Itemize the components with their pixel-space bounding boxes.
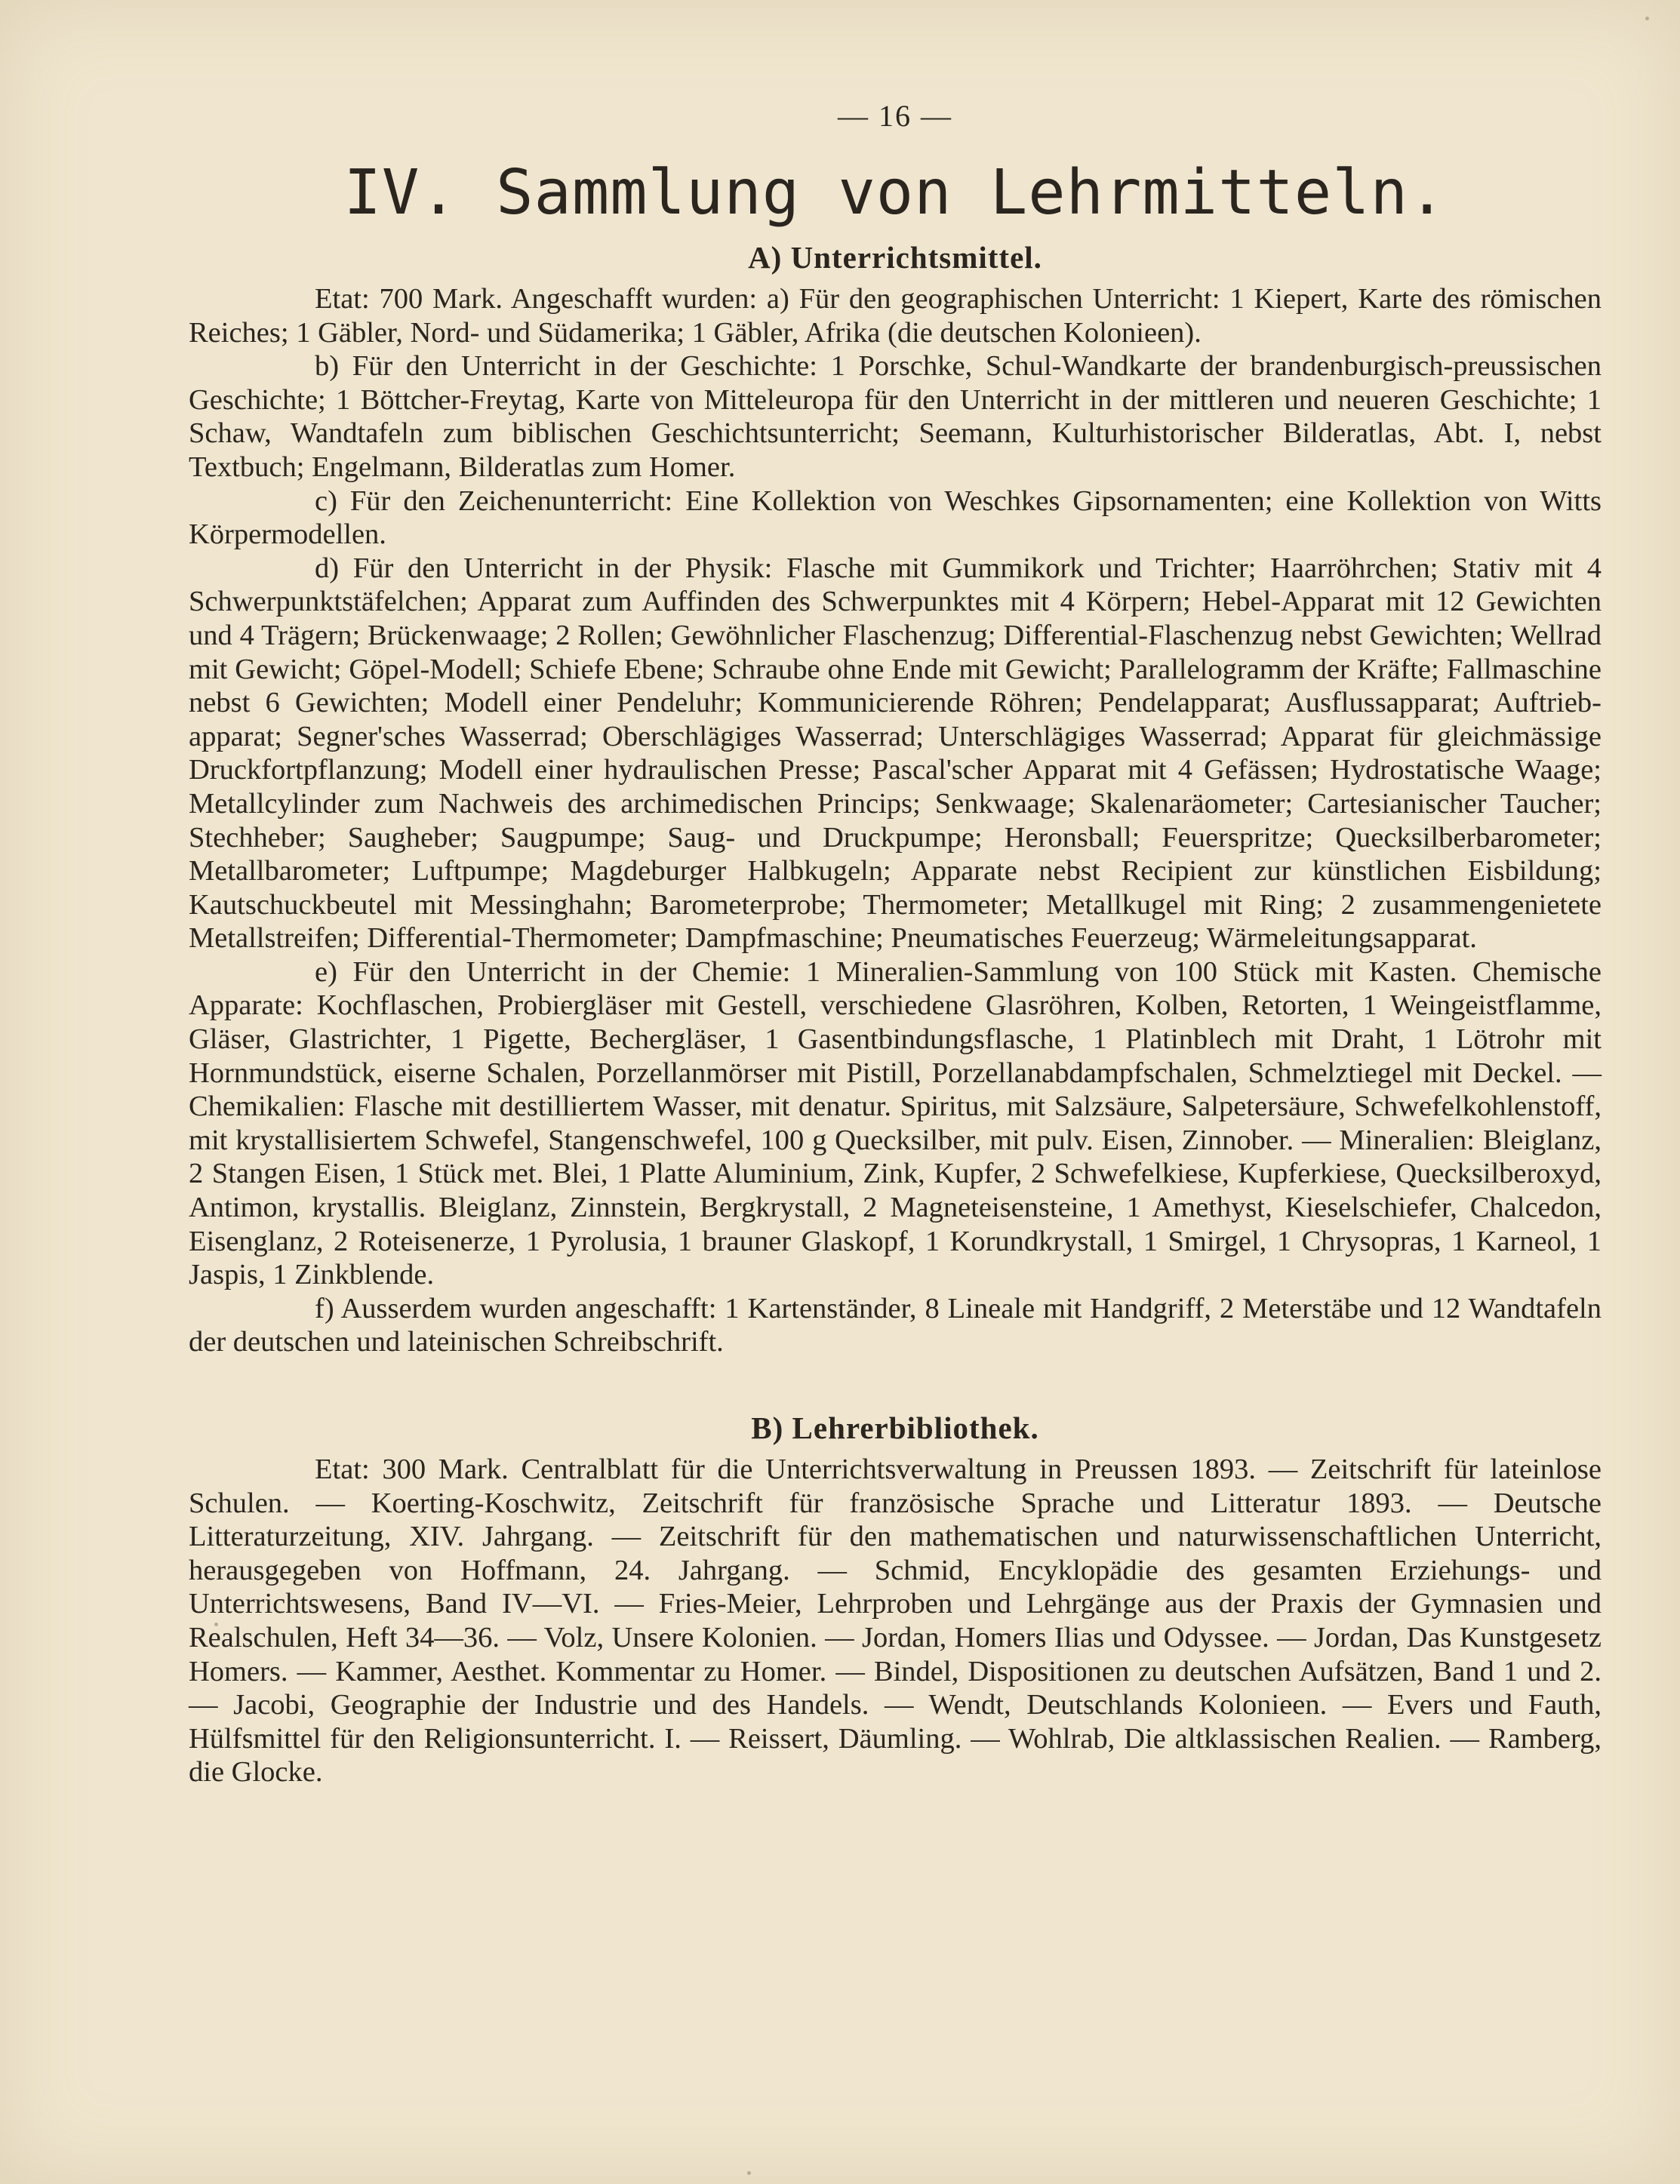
section-title: A) Unterrichtsmittel. <box>748 240 1042 275</box>
paper-speck <box>747 2171 751 2175</box>
paper-speck <box>1645 17 1649 20</box>
paragraph-ausserdem: f) Ausserdem wurden angeschafft: 1 Kartenständer, 8 Lineale mit Handgriff, 2 Meterstäbe und 12 Wandtafeln der deutschen und lateinischen Schreibschrift. <box>189 1292 1602 1358</box>
paragraph-geschichte: b) Für den Unterricht in der Geschichte: 1 Porschke, Schul-Wandkarte der brandenburgisch-preussischen Geschichte; 1 Böttcher-Freytag, Karte von Mitteleuropa für den Unterricht in der mittleren und neueren Geschichte; 1 Schaw, Wandtafeln zum biblischen Geschichtsunterricht; Seemann, Kulturhistorischer Bilderatlas, Abt. I, nebst Textbuch; Engelmann, Bilderatlas zum Homer. <box>189 350 1602 483</box>
paragraph-zeichenunterricht: c) Für den Zeichenunterricht: Eine Kollektion von Weschkes Gipsornamenten; eine Kollektion von Witts Körpermodellen. <box>189 484 1602 551</box>
page-number: — 16 — <box>838 99 952 133</box>
paragraph-etat: Etat: 700 Mark. Angeschafft wurden: a) Für den geographischen Unterricht: 1 Kiepert, Karte des römischen Reiches; 1 Gäbler, Nord- und Südamerika; 1 Gäbler, Afrika (die deutschen Kolonieen). <box>189 283 1602 349</box>
section-divider-space <box>189 1359 1602 1403</box>
paragraph-bibliothek: Etat: 300 Mark. Centralblatt für die Unterrichtsverwaltung in Preussen 1893. — Zeitschrift für lateinlose Schulen. — Koerting-Koschwitz, Zeitschrift für französische Sprache und Litteratur 1893. — Deutsche Litteraturzeitung, XIV. Jahrgang. — Zeitschrift für den mathematischen und naturwissenschaftlichen Unterricht, herausgegeben von Hoffmann, 24. Jahrgang. — Schmid, Encyklopädie des gesamten Erziehungs- und Unterrichtswesens, Band IV—VI. — Fries-Meier, Lehrproben und Lehrgänge aus der Praxis der Gymnasien und Realschulen, Heft 34—36. — Volz, Unsere Kolonien. — Jordan, Homers Ilias und Odyssee. — Jordan, Das Kunstgesetz Homers. — Kammer, Aesthet. Kommentar zu Homer. — Bindel, Dispositionen zu deutschen Aufsätzen, Band 1 und 2. — Jacobi, Geographie der Industrie und des Handels. — Wendt, Deutschlands Kolonieen. — Evers und Fauth, Hülfsmittel für den Religionsunterricht. I. — Reissert, Däumling. — Wohlrab, Die altklassischen Realien. — Ramberg, die Glocke. <box>189 1453 1602 1789</box>
section-unterrichtsmittel <box>189 232 1602 1359</box>
paragraph-chemie: e) Für den Unterricht in der Chemie: 1 Mineralien-Sammlung von 100 Stück mit Kasten. Chemische Apparate: Kochflaschen, Probiergläser mit Gestell, verschiedene Glasröhren, Kolben, Retorten, 1 Weingeistflamme, Gläser, Glastrichter, 1 Pigette, Bechergläser, 1 Gasentbindungsflasche, 1 Platinblech mit Draht, 1 Lötrohr mit Hornmundstück, eiserne Schalen, Porzellanmörser mit Pistill, Porzellanabdampfschalen, Schmelztiegel mit Deckel. — Chemikalien: Flasche mit destilliertem Wasser, mit denatur. Spiritus, mit Salzsäure, Salpetersäure, Schwefelkohlenstoff, mit krystallisiertem Schwefel, Stangenschwefel, 100 g Quecksilber, mit pulv. Eisen, Zinnober. — Mineralien: Bleiglanz, 2 Stangen Eisen, 1 Stück met. Blei, 1 Platte Aluminium, Zink, Kupfer, 2 Schwefelkiese, Kupferkiese, Quecksilberoxyd, Antimon, krystallis. Bleiglanz, Zinnstein, Bergkrystall, 2 Magneteisensteine, 1 Amethyst, Kieselschiefer, Chalcedon, Eisenglanz, 2 Roteisenerze, 1 Pyrolusia, 1 brauner Glaskopf, 1 Korundkrystall, 1 Smirgel, 1 Chrysopras, 1 Karneol, 1 Jaspis, 1 Zinkblende. <box>189 955 1602 1291</box>
chapter-title: IV. Sammlung von Lehrmitteln. <box>343 157 1447 229</box>
section-lehrerbibliothek <box>189 1403 1602 1789</box>
paragraph-physik: d) Für den Unterricht in der Physik: Flasche mit Gummikork und Trichter; Haarröhrchen; Stativ mit 4 Schwerpunktstäfelchen; Apparat zum Auffinden des Schwerpunktes mit 4 Körpern; Hebel-Apparat mit 12 Gewichten und 4 Trägern; Brückenwaage; 2 Rollen; Gewöhnlicher Flaschenzug; Differential-Flaschenzug nebst Gewichten; Wellrad mit Gewicht; Göpel-Modell; Schiefe Ebene; Schraube ohne Ende mit Gewicht; Parallelogramm der Kräfte; Fallmaschine nebst 6 Gewichten; Modell einer Pendeluhr; Kommunicierende Röhren; Pendelapparat; Ausflussapparat; Auftriebapparat; Segner'sches Wasserrad; Oberschlägiges Wasserrad; Unterschlägiges Wasserrad; Apparat für gleichmässige Druckfortpflanzung; Modell einer hydraulischen Presse; Pascal'scher Apparat mit 4 Gefässen; Hydrostatische Waage; Metallcylinder zum Nachweis des archimedischen Princips; Senkwaage; Skalenaräometer; Cartesianischer Taucher; Stechheber; Saugheber; Saugpumpe; Saug- und Druckpumpe; Heronsball; Feuerspritze; Quecksilberbarometer; Metallbarometer; Luftpumpe; Magdeburger Halbkugeln; Apparate nebst Recipient zur künstlichen Eisbildung; Kautschuckbeutel mit Messinghahn; Barometerprobe; Thermometer; Metallkugel mit Ring; 2 zusammengenietete Metallstreifen; Differential-Thermometer; Dampfmaschine; Pneumatisches Feuerzeug; Wärmeleitungsapparat. <box>189 552 1602 955</box>
section-title: B) Lehrerbibliothek. <box>751 1410 1039 1445</box>
text-column <box>189 98 1602 1789</box>
